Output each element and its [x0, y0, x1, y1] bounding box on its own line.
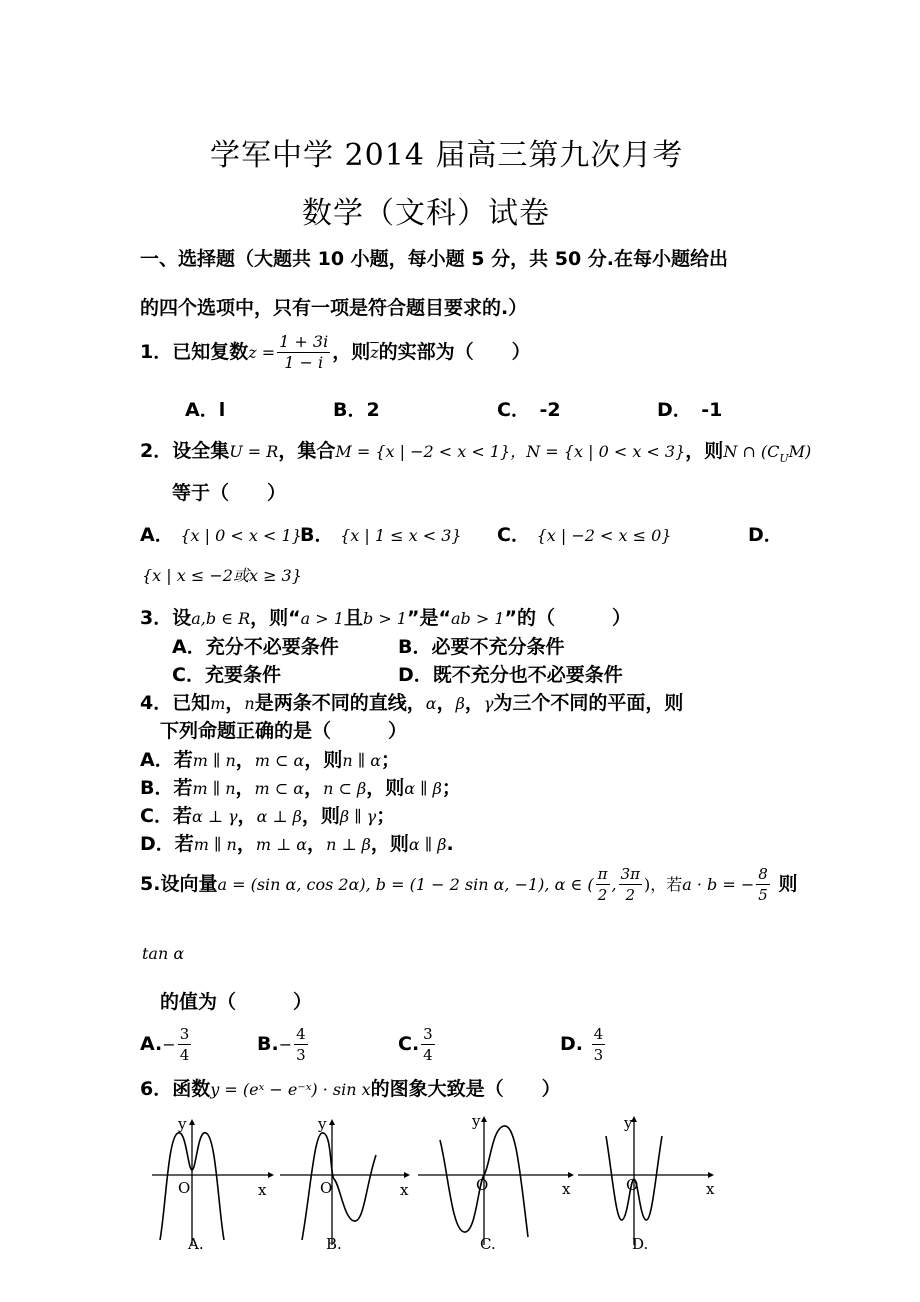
q4-line1-c: 为三个不同的平面，则	[493, 692, 684, 714]
q4-a-4: ，则	[304, 749, 343, 771]
q4-d-1: m ∥ n	[193, 835, 237, 854]
q5-vectors: a = (sin α, cos 2α), b = (1 − 2 sin α, −1), α ∈ (	[217, 875, 594, 894]
q5-option-c	[398, 1024, 437, 1065]
q1-fraction	[277, 332, 330, 373]
section-heading-line1: 一、选择题（大题共 10 小题，每小题 5 分，共 50 分.在每小题给出	[140, 248, 729, 270]
q2-opt-a-label: A．	[140, 524, 174, 546]
q4-sep1: ，	[225, 692, 245, 714]
question-2	[140, 436, 811, 465]
q3-c2: b > 1	[362, 609, 407, 628]
q3-ab: a,b ∈ R	[191, 609, 251, 628]
q4-a-1: m ∥ n	[192, 751, 236, 770]
q5-frac-pi-2	[596, 864, 610, 905]
q4-sep2: ，	[436, 692, 456, 714]
q5-line3: 的值为（ ）	[160, 991, 313, 1013]
q4-b-8: ；	[441, 777, 461, 799]
q4-option-b	[140, 773, 461, 800]
q5-d-den: 3	[593, 1046, 604, 1064]
q5-c-label: C.	[398, 1033, 420, 1055]
q4-c-1: α ⊥ γ	[191, 807, 238, 826]
q4-line1-a: 4．已知	[140, 692, 211, 714]
q2-expr: N ∩ (C	[723, 442, 780, 461]
q2-expr-end: M)	[788, 442, 812, 461]
graph-a-y-label: y	[178, 1115, 187, 1133]
graph-a	[148, 1115, 278, 1255]
q3-option-a: A．充分不必要条件	[172, 636, 339, 658]
q4-b-4: ，	[304, 777, 324, 799]
q4-sep3: ，	[464, 692, 484, 714]
q4-a-3: m ⊂ α	[254, 751, 305, 770]
graph-c-label: C.	[480, 1235, 496, 1253]
q1-option-a: A．l	[185, 399, 226, 421]
q4-d-3: m ⊥ α	[255, 835, 308, 854]
q5-a-sign: −	[162, 1035, 176, 1054]
q3-suffix: ”的（ ）	[504, 607, 632, 629]
graph-a-origin: O	[178, 1179, 191, 1197]
q5-c-num: 3	[423, 1025, 433, 1043]
q5-two: 2	[597, 886, 608, 904]
graph-b-y-label: y	[318, 1115, 327, 1133]
q1-den: 1 − i	[284, 353, 324, 372]
q4-d-6: ，则	[370, 833, 409, 855]
q4-c-6: ；	[376, 805, 396, 827]
q2-set-n: ，N = {x | 0 < x < 3}	[510, 442, 686, 461]
graph-a-label: A.	[188, 1235, 204, 1253]
q4-b-2: ，	[235, 777, 255, 799]
q2-option-a	[140, 520, 302, 547]
q4-b-1: m ∥ n	[192, 779, 236, 798]
q4-d-4: ，	[307, 833, 327, 855]
q5-tan: tan α	[142, 944, 185, 963]
q5-a-label: A.	[140, 1033, 163, 1055]
q4-b-5: n ⊂ β	[323, 779, 367, 798]
exam-title: 学军中学 2014 届高三第九次月考	[210, 138, 684, 173]
graph-d-label: D.	[632, 1235, 649, 1253]
q2-set-label: ，集合	[278, 440, 336, 462]
q5-frac-3pi-2	[619, 864, 642, 905]
graph-a-x-arrow	[268, 1172, 274, 1178]
q6-expr: y = (eˣ − e⁻ˣ) · sin x	[210, 1080, 371, 1099]
q2-opt-c-label: C．	[497, 524, 530, 546]
q1-num: 1 + 3i	[279, 332, 329, 351]
graph-b-origin: O	[320, 1179, 333, 1197]
q5-comma: ,	[611, 875, 617, 894]
q4-option-d	[140, 829, 454, 856]
q1-z-eq: z =	[248, 343, 276, 362]
q5-b-frac	[294, 1024, 308, 1065]
graph-a-y-arrow	[189, 1119, 195, 1125]
q3-option-b: B．必要不充分条件	[398, 636, 565, 658]
graph-d-y-label: y	[624, 1114, 633, 1132]
q5-three-pi: 3π	[620, 865, 640, 883]
q2-universal: U = R	[229, 442, 279, 461]
q5-frac-8-5	[756, 864, 770, 905]
graph-d-x-label: x	[706, 1180, 715, 1198]
q6-prefix: 6．函数	[140, 1078, 211, 1100]
graph-d	[578, 1112, 723, 1255]
q2-opt-c-value: {x | −2 < x ≤ 0}	[536, 526, 672, 545]
q3-option-c: C．充要条件	[172, 664, 281, 686]
q2-sub-u: U	[779, 451, 789, 465]
q4-b-label: B．若	[140, 777, 193, 799]
q2-opt-b-label: B．	[300, 524, 334, 546]
q3-mid1: ，则“	[250, 607, 301, 629]
q4-a-6: ；	[381, 749, 401, 771]
q4-c-4: ，则	[301, 805, 340, 827]
graph-c-origin: O	[476, 1176, 489, 1194]
q4-alpha: α	[425, 694, 437, 713]
q4-c-2: ，	[237, 805, 257, 827]
q5-b-num: 4	[296, 1025, 306, 1043]
q1-option-b: B．2	[333, 399, 380, 421]
q5-five: 5	[758, 886, 768, 904]
graph-b-x-arrow	[404, 1172, 410, 1178]
q5-two-b: 2	[625, 886, 636, 904]
q4-a-2: ，	[235, 749, 255, 771]
graph-b-label: B.	[326, 1235, 342, 1253]
q5-a-den: 4	[179, 1046, 190, 1064]
q5-a-frac	[178, 1024, 192, 1065]
q2-set-m: M = {x | −2 < x < 1}	[335, 442, 511, 461]
q1-suffix: 的实部为（ ）	[378, 341, 531, 363]
q1-option-d: D． -1	[657, 399, 723, 421]
q4-c-label: C．若	[140, 805, 192, 827]
q4-option-a	[140, 745, 400, 772]
question-4	[140, 688, 683, 715]
q4-d-label: D．若	[140, 833, 194, 855]
q2-line2: 等于（ ）	[172, 482, 287, 504]
graph-b	[280, 1115, 415, 1255]
graph-c-x-arrow	[568, 1172, 574, 1178]
q4-gamma: γ	[483, 694, 494, 713]
q2-opt-a-value: {x | 0 < x < 1}	[180, 526, 302, 545]
graph-c-y-arrow	[481, 1116, 487, 1122]
q5-b-sign: −	[278, 1035, 293, 1054]
q3-mid2: ”是“	[406, 607, 451, 629]
graph-d-svg	[578, 1112, 723, 1255]
q1-mid: ，则	[332, 341, 371, 363]
q5-option-b	[257, 1024, 310, 1065]
section-heading-line2: 的四个选项中，只有一项是符合题目要求的.）	[140, 297, 528, 319]
q3-c1: a > 1	[300, 609, 344, 628]
graph-d-origin: O	[626, 1176, 639, 1194]
q1-zbar: $\overline{z}$	[370, 343, 379, 362]
q5-d-label: D.	[560, 1033, 583, 1055]
graph-b-x-label: x	[400, 1181, 409, 1199]
q5-a-num: 3	[179, 1025, 190, 1043]
q3-prefix: 3．设	[140, 607, 192, 629]
q2-option-c	[497, 520, 671, 547]
graph-c-y-label: y	[472, 1112, 481, 1130]
q1-option-c: C． -2	[497, 399, 561, 421]
graph-c-svg	[418, 1112, 578, 1255]
q4-a-5: n ∥ α	[342, 751, 382, 770]
graph-b-svg	[280, 1115, 415, 1255]
q4-d-8: .	[446, 833, 454, 855]
q5-option-a	[140, 1024, 193, 1065]
q4-beta: β	[455, 694, 465, 713]
q4-d-2: ，	[236, 833, 256, 855]
q4-c-5: β ∥ γ	[339, 807, 377, 826]
q5-d-num: 4	[593, 1025, 604, 1043]
q2-opt-b-value: {x | 1 ≤ x < 3}	[340, 526, 462, 545]
q4-line2: 下列命题正确的是（ ）	[160, 720, 408, 742]
q1-prefix: 1．已知复数	[140, 341, 249, 363]
q4-b-6: ，则	[366, 777, 405, 799]
q4-n: n	[244, 694, 255, 713]
q5-pi: π	[597, 865, 608, 883]
q5-b-den: 3	[296, 1046, 306, 1064]
q5-dot-product: a · b = −	[682, 875, 755, 894]
q2-option-d-value: {x | x ≤ −2或x ≥ 3}	[142, 566, 302, 585]
q2-prefix: 2．设全集	[140, 440, 230, 462]
graph-b-curve	[302, 1133, 376, 1240]
q5-eight: 8	[758, 865, 768, 883]
question-6	[140, 1074, 561, 1101]
q5-then: 则	[778, 873, 798, 895]
q3-option-d: D．既不充分也不必要条件	[398, 664, 623, 686]
q5-prefix: 5.设向量	[140, 873, 218, 895]
q5-c-den: 4	[423, 1046, 433, 1064]
q5-d-frac	[592, 1024, 606, 1065]
q4-b-7: α ∥ β	[404, 779, 442, 798]
q2-option-d-label: D．	[748, 524, 783, 546]
graph-c-x-label: x	[562, 1180, 571, 1198]
graph-c	[418, 1112, 578, 1255]
q4-option-c	[140, 801, 395, 828]
q4-a-label: A．若	[140, 749, 193, 771]
graph-a-x-label: x	[258, 1181, 267, 1199]
q4-d-7: α ∥ β	[408, 835, 447, 854]
q6-suffix: 的图象大致是（ ）	[370, 1078, 561, 1100]
q3-c3: ab > 1	[450, 609, 505, 628]
q3-and: 且	[343, 607, 363, 629]
question-3	[140, 603, 631, 630]
q2-then: ，则	[685, 440, 724, 462]
q5-close: )，若	[644, 875, 683, 894]
q4-line1-b: 是两条不同的直线，	[254, 692, 426, 714]
graph-b-y-arrow	[329, 1119, 335, 1125]
question-5	[140, 864, 797, 905]
question-1	[140, 332, 531, 373]
q5-b-label: B.	[257, 1033, 279, 1055]
q4-d-5: n ⊥ β	[326, 835, 371, 854]
q4-m: m	[210, 694, 226, 713]
q4-c-3: α ⊥ β	[256, 807, 302, 826]
q2-option-b	[300, 520, 462, 547]
graph-d-x-arrow	[708, 1172, 714, 1178]
q5-c-frac	[421, 1024, 435, 1065]
q4-b-3: m ⊂ α	[254, 779, 305, 798]
exam-subtitle: 数学（文科）试卷	[302, 196, 550, 231]
q5-option-d	[560, 1024, 607, 1065]
